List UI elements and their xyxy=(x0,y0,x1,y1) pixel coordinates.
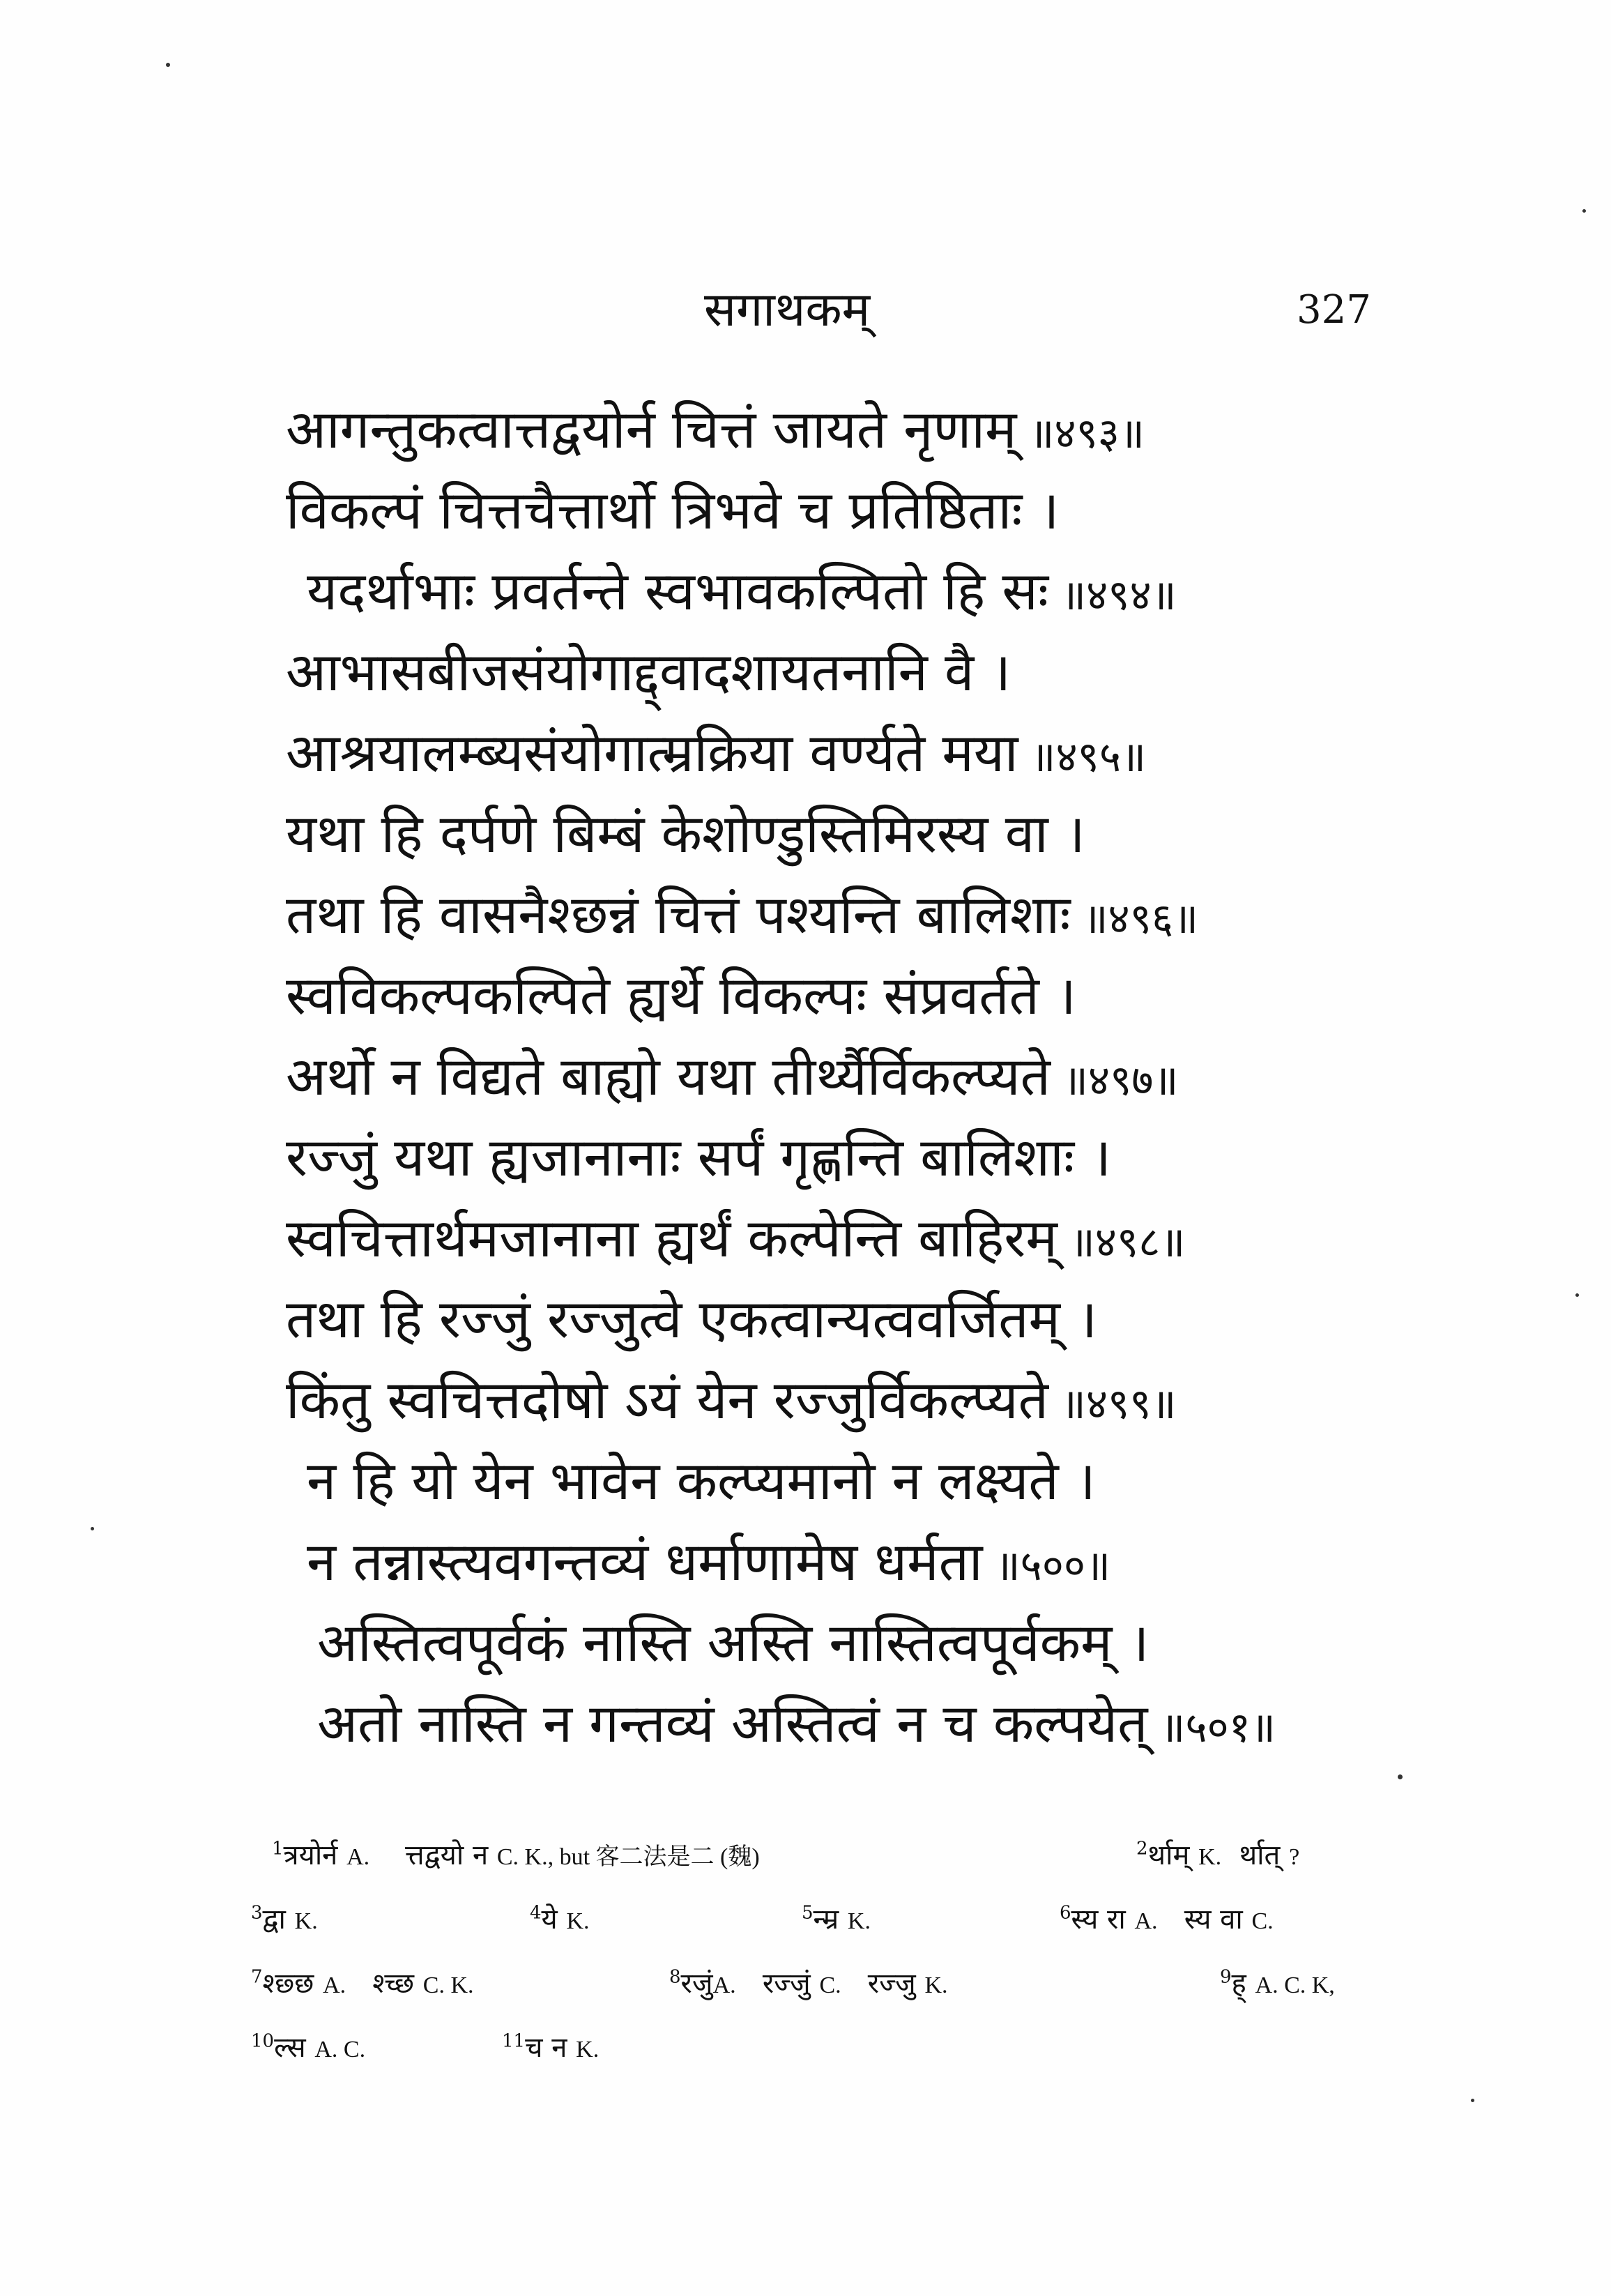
verse-number: ॥४९८॥ xyxy=(1069,1218,1186,1267)
verse-line-493 xyxy=(286,389,1429,470)
verse-line xyxy=(286,955,1429,1036)
footnote-5: $^5$न्म्र K. xyxy=(802,1902,871,1936)
verse-text: आभासबीजसंयोगाद्द्वादशायतनानि वै । xyxy=(286,641,1011,703)
footnote-9: $^9$ह् A. C. K, xyxy=(1220,1966,1335,2000)
verse-number: ॥४९६॥ xyxy=(1083,895,1199,943)
verse-line xyxy=(286,793,1429,874)
scan-speck xyxy=(1471,2099,1474,2102)
footnotes xyxy=(251,1823,1436,2080)
verse-text: किंतु स्वचित्तदोषो ऽयं येन रज्जुर्विकल्प्यते xyxy=(286,1369,1048,1431)
verse-text: न हि यो येन भावेन कल्प्यमानो न लक्ष्यते । xyxy=(307,1450,1096,1512)
scan-speck xyxy=(1398,1774,1403,1779)
footnote-6: $^6$स्य रा A. स्य वा C. xyxy=(1060,1902,1274,1936)
verse-line-496 xyxy=(286,874,1429,955)
scan-speck xyxy=(166,63,170,67)
running-head-title: सगाथकम् xyxy=(704,282,871,337)
page-number: 327 xyxy=(1297,287,1371,333)
footnote-row xyxy=(251,1952,1436,2016)
footnote-1: $^1$त्रयोर्न A. त्तद्वयो न C. K., but 客二法是二 (魏) xyxy=(272,1838,760,1871)
verse-number: ॥४९४॥ xyxy=(1061,571,1177,620)
footnote-11: $^{11}$च न K. xyxy=(502,2030,600,2064)
verse-number: ॥४९७॥ xyxy=(1062,1056,1179,1105)
verse-line xyxy=(286,1279,1429,1360)
verse-line-497 xyxy=(286,1036,1429,1117)
verse-line-498 xyxy=(286,1198,1429,1279)
verse-number: ॥५०१॥ xyxy=(1160,1703,1276,1752)
verse-number: ॥४९३॥ xyxy=(1029,409,1145,458)
verse-text: आगन्तुकत्वात्तद्वयोर्न चित्तं जायते नृणाम् xyxy=(286,398,1017,460)
scan-speck xyxy=(91,1527,94,1530)
footnote-10: $^{10}$ल्स A. C. xyxy=(251,2030,366,2064)
footnote-3: $^3$द्वा K. xyxy=(251,1902,318,1936)
verse-text: यदर्थाभाः प्रवर्तन्ते स्वभावकल्पितो हि सः xyxy=(307,560,1049,622)
footnote-row xyxy=(251,2016,1436,2080)
verse-text: अतो नास्ति न गन्तव्यं अस्तित्वं न च कल्पयेत् xyxy=(317,1692,1148,1754)
footnote-7: $^7$श्छ्छ A. श्च्छ C. K. xyxy=(251,1966,474,2000)
verse-text: तथा हि वासनैश्छन्नं चित्तं पश्यन्ति बालिशाः xyxy=(286,883,1071,945)
verse-text: अस्तित्वपूर्वकं नास्ति अस्ति नास्तित्वपूर्वकम् । xyxy=(317,1611,1150,1673)
footnote-2: $^2$र्थाम् K. र्थात् ? xyxy=(1136,1838,1300,1871)
running-head xyxy=(0,272,1611,356)
verse-text: न तन्नास्त्यवगन्तव्यं धर्माणामेष धर्मता xyxy=(307,1530,983,1592)
footnote-row xyxy=(251,1823,1436,1887)
verse-number: ॥४९९॥ xyxy=(1060,1380,1177,1429)
verse-line xyxy=(286,1117,1429,1198)
scan-speck xyxy=(1582,209,1586,213)
verse-text: विकल्पं चित्तचैत्तार्थो त्रिभवे च प्रतिष्ठिताः । xyxy=(286,479,1060,541)
verse-number: ॥५००॥ xyxy=(995,1542,1111,1590)
scan-speck xyxy=(1575,1293,1579,1297)
verse-text: स्वचित्तार्थमजानाना ह्यर्थं कल्पेन्ति बाहिरम् xyxy=(286,1207,1058,1269)
verse-block xyxy=(286,389,1429,1764)
footnote-row xyxy=(251,1887,1436,1952)
verse-line-494 xyxy=(286,551,1429,632)
verse-text: स्वविकल्पकल्पिते ह्यर्थे विकल्पः संप्रवर्तते । xyxy=(286,964,1076,1026)
verse-text: रज्जुं यथा ह्यजानानाः सर्पं गृह्णन्ति बालिशाः । xyxy=(286,1126,1112,1188)
verse-line-495 xyxy=(286,713,1429,793)
verse-text: तथा हि रज्जुं रज्जुत्वे एकत्वान्यत्ववर्जितम् । xyxy=(286,1288,1097,1350)
verse-line-499 xyxy=(286,1360,1429,1440)
verse-text: आश्रयालम्ब्यसंयोगात्म्रक्रिया वर्ण्यते मया xyxy=(286,722,1018,784)
verse-line xyxy=(286,632,1429,713)
verse-line xyxy=(286,1440,1429,1521)
verse-line-500 xyxy=(286,1521,1429,1602)
verse-text: यथा हि दर्पणे बिम्बं केशोण्डुस्तिमिरस्य वा । xyxy=(286,803,1085,865)
footnote-8: $^8$रजुंA. रज्जुं C. रज्जु K. xyxy=(669,1966,948,2000)
verse-line xyxy=(286,1602,1429,1683)
verse-line xyxy=(286,470,1429,551)
verse-line-501 xyxy=(286,1683,1429,1764)
footnote-4: $^4$ये K. xyxy=(530,1902,590,1936)
verse-text: अर्थो न विद्यते बाह्यो यथा तीर्थ्यैर्विकल्प्यते xyxy=(286,1045,1051,1107)
verse-number: ॥४९५॥ xyxy=(1030,733,1147,782)
